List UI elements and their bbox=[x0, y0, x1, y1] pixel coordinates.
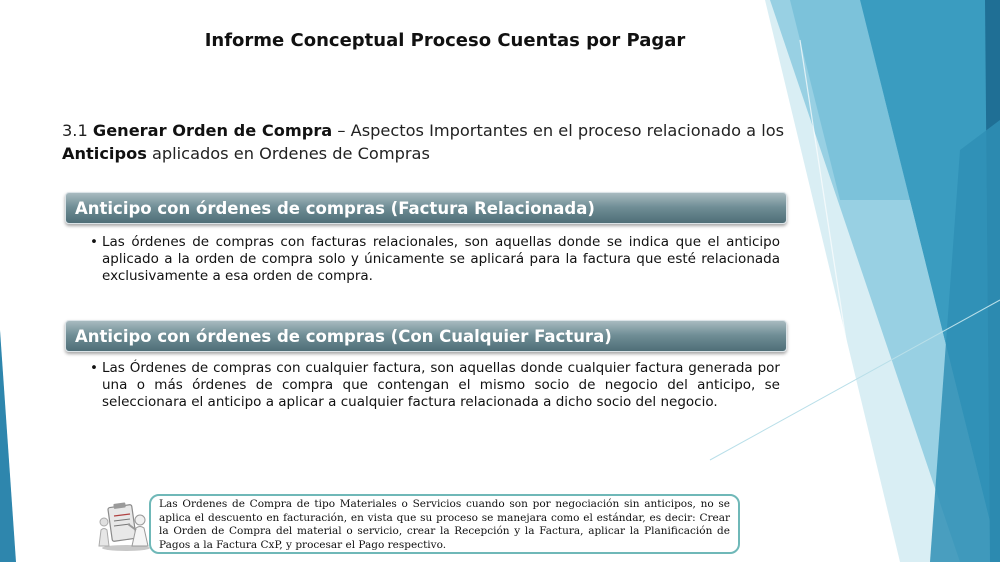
intro-tail: aplicados en Ordenes de Compras bbox=[146, 144, 430, 163]
clipboard-person-icon bbox=[96, 500, 154, 552]
bullet-text: Las Órdenes de compras con cualquier factura, son aquellas donde cualquier factura generada por una o más órdenes de compra que contengan el mismo socio de negocio del anticipo, se seleccionara el anticipo a aplicar a cualquier factura relacionada a dicho socio del negocio. bbox=[102, 360, 780, 410]
bullet-dot: • bbox=[90, 234, 98, 250]
section-bullet-factura-relacionada bbox=[90, 234, 780, 285]
section-heading-factura-relacionada: Anticipo con órdenes de compras (Factura Relacionada) bbox=[65, 192, 787, 224]
intro-paragraph bbox=[62, 119, 797, 165]
section-number: 3.1 bbox=[62, 121, 88, 140]
section-heading-cualquier-factura: Anticipo con órdenes de compras (Con Cualquier Factura) bbox=[65, 320, 787, 352]
bullet-dot: • bbox=[90, 360, 98, 376]
slide-title: Informe Conceptual Proceso Cuentas por Pagar bbox=[204, 30, 686, 51]
left-edge-triangle bbox=[0, 330, 16, 562]
intro-bold-lead: Generar Orden de Compra bbox=[92, 121, 333, 140]
intro-dash-text: – Aspectos Importantes en el proceso relacionado a los bbox=[332, 121, 785, 140]
intro-bold-second: Anticipos bbox=[62, 144, 147, 163]
section-bullet-cualquier-factura bbox=[90, 360, 780, 411]
bullet-text: Las órdenes de compras con facturas relacionales, son aquellas donde se indica que el anticipo aplicado a la orden de compra solo y únicamente se aplicará para la factura que esté relacionada exclusivamente a esa orden de compra. bbox=[102, 234, 780, 284]
note-box: Las Ordenes de Compra de tipo Materiales o Servicios cuando son por negociación sin anticipos, no se aplica el descuento en facturación, en vista que su proceso se manejara como el estándar, es decir: Crear la Orden de Compra del material o servicio, crear la Recepción y la Factura, aplicar la Planificación de Pagos a la Factura CxP, y procesar el Pago respectivo. bbox=[149, 494, 740, 554]
